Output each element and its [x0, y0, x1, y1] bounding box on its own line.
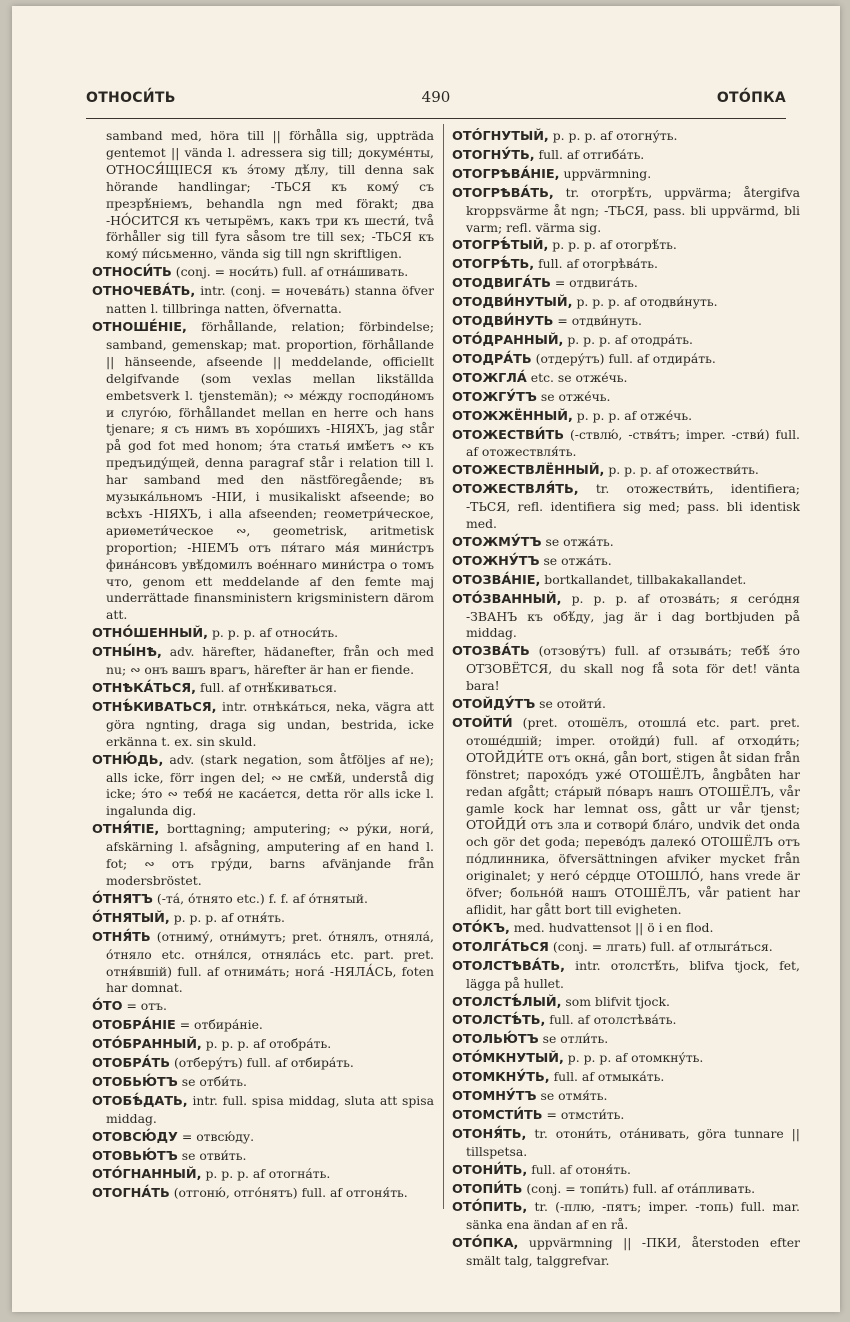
entry-definition: = отдви́нуть.: [557, 313, 642, 329]
entry-definition: (отберу́тъ) full. af отбира́ть.: [173, 1055, 354, 1071]
entry-definition: p. p. p. af отозва́ть; я сего́дня -ЗВАНЪ къ обѣ́ду, jag är i dag bortbjuden på middag.: [466, 590, 800, 641]
dictionary-entry: [92, 283, 434, 318]
dictionary-entry: [452, 370, 800, 388]
entry-headword: ОТОЖГУ́ТЪ: [452, 389, 537, 405]
entry-definition: adv. (stark negation, som åtföljes af не); alls icke, förr ingen del; ∾ не смѣ́й, understå dig icke; э́то ∾ тебя́ не каса́ется, detta rör alls icke l. ingalunda dig.: [106, 751, 434, 819]
dictionary-entry: [452, 591, 800, 643]
entry-headword: ОТОДВИГА́ТЬ: [452, 276, 551, 292]
entry-definition: (conj. = носи́ть) full. af отна́шивать.: [175, 264, 409, 280]
dictionary-entry: [452, 256, 800, 274]
entry-headword: ОТНЯ́ТЬ: [92, 929, 151, 945]
entry-headword: ОТОЖГЛА́: [452, 370, 527, 386]
dictionary-entry: [452, 147, 800, 165]
entry-definition: = отвсю́ду.: [181, 1128, 255, 1144]
entry-headword: ОТНЮ́ДЬ,: [92, 752, 164, 768]
dictionary-entry: [452, 237, 800, 255]
entry-definition: etc. se отже́чь.: [530, 369, 628, 385]
entry-definition: bortkallandet, tillbakakallandet.: [544, 571, 747, 587]
dictionary-entry: [92, 625, 434, 643]
entry-definition: se отойти́.: [539, 696, 606, 712]
entry-definition: (-та́, о́тнято etc.) f. f. af о́тнятый.: [156, 890, 368, 906]
dictionary-entry: [92, 699, 434, 751]
entry-definition: (отдеру́тъ) full. af отдира́ть.: [535, 350, 716, 366]
dictionary-entry: [452, 994, 800, 1012]
dictionary-entry: [92, 644, 434, 679]
entry-definition: p. p. p. af отодра́ть.: [567, 331, 693, 347]
entry-headword: ОТО́ДРАННЫЙ,: [452, 332, 564, 348]
entry-definition: intr. full. spisa middag, sluta att spisa middag.: [106, 1092, 434, 1126]
dictionary-entry: [452, 553, 800, 571]
column-divider: [443, 124, 444, 1209]
entry-definition: se отби́ть.: [181, 1073, 247, 1089]
entry-definition: med. hudvattensot || ö i en flod.: [513, 919, 714, 935]
dictionary-entry: [452, 534, 800, 552]
entry-headword: ОТНЫ́НѢ,: [92, 645, 162, 661]
entry-headword: ОТНО́ШЕННЫЙ,: [92, 626, 208, 642]
entry-definition: p. p. p. af отожестви́ть.: [608, 462, 759, 478]
entry-headword: ОТОЙДУ́ТЪ: [452, 697, 536, 713]
dictionary-entry: [452, 1162, 800, 1180]
entry-headword: ОТОВЬЮ́ТЪ: [92, 1148, 178, 1164]
entry-headword: ОТОДРА́ТЬ: [452, 351, 532, 367]
entry-headword: ОТОНЯ́ТЬ,: [452, 1126, 527, 1142]
entry-definition: uppvärmning || -ПКИ, återstoden efter smält talg, talggrefvar.: [466, 1235, 800, 1269]
entry-definition: p. p. p. af отже́чь.: [576, 407, 693, 423]
entry-definition: se отжа́ть.: [543, 552, 612, 568]
dictionary-entry: [92, 1093, 434, 1128]
header-rule: [86, 118, 786, 119]
running-head-left: ОТНОСИ́ТЬ: [86, 90, 176, 106]
dictionary-entry: [92, 891, 434, 909]
entry-definition: se отви́ть.: [181, 1147, 247, 1163]
entry-definition: p. p. p. af отомкну́ть.: [567, 1050, 704, 1066]
entry-definition: full. af отмыка́ть.: [553, 1069, 665, 1085]
dictionary-entry: [92, 821, 434, 890]
entry-definition: full. af отогрѣва́ть.: [538, 256, 658, 272]
entry-headword: ОТОДВИ́НУТЬ: [452, 314, 554, 330]
entry-headword: ОТОБЬЮ́ТЪ: [92, 1074, 178, 1090]
dictionary-page: [12, 6, 840, 1312]
entry-headword: ОТНОЧЕВА́ТЬ,: [92, 284, 196, 300]
entry-definition: p. p. p. af отня́ть.: [173, 909, 285, 925]
entry-headword: ОТОЖЕСТВЛЁННЫЙ,: [452, 463, 605, 479]
dictionary-entry: [452, 1031, 800, 1049]
entry-definition: = отбира́ніе.: [179, 1017, 263, 1033]
entry-headword: ОТОЗВА́НІЕ,: [452, 572, 541, 588]
entry-headword: ОТНЯ́ТІЕ,: [92, 822, 160, 838]
entry-headword: ОТОБРА́ТЬ: [92, 1056, 171, 1072]
entry-definition: (pret. отошёлъ, отошла́ etc. part. pret. отоше́дшій; imper. отойди́) full. af отходи́ть; ОТОЙДИ́ТЕ отъ окна́, gån bort, stigen åt sidan från fönstret; парохо́дъ уже́ ОТОШЁЛЪ, ångbåten har redan afgått; ста́рый по́варъ нашъ ОТОШЁЛЪ, vår gamle kock har lemnat oss, gått ur vår tjenst; ОТОЙДИ́ отъ зла и сотвори́ бла́го, undvik det onda och gör det goda; перево́дъ далеко́ ОТОШЁЛЪ отъ по́длинника, öfversättningen afviker mycket från originalet; у него́ се́рдце ОТОШЛО́, hans vrede är öfver; больно́й нашъ ОТОШЁЛЪ, vår patient har aflidit, har gått bort till evigheten.: [466, 715, 800, 917]
dictionary-entry: [452, 185, 800, 237]
page-number: 490: [421, 88, 451, 106]
dictionary-entry: [452, 351, 800, 369]
dictionary-entry: [452, 1181, 800, 1199]
dictionary-entry: [92, 1129, 434, 1147]
entry-headword: ОТОЛЬЮ́ТЪ: [452, 1032, 539, 1048]
dictionary-entry: [452, 1126, 800, 1161]
entry-headword: ОТОГРѢВА́НІЕ,: [452, 166, 560, 182]
entry-headword: ОТОГРѢ́ТЫЙ,: [452, 238, 549, 254]
entry-headword: ОТНѢ́КИВАТЬСЯ,: [92, 699, 217, 715]
entry-definition: adv. härefter, hädanefter, från och med nu; ∾ онъ вашъ врагъ, härefter är han er fiende.: [106, 644, 434, 678]
dictionary-entry: [452, 313, 800, 331]
dictionary-entry: [452, 572, 800, 590]
entry-definition: p. p. p. af отогна́ть.: [205, 1166, 331, 1182]
dictionary-entry: [452, 958, 800, 993]
entry-headword: ОТО́ПИТЬ,: [452, 1200, 528, 1216]
dictionary-entry: [452, 920, 800, 938]
entry-definition: = отъ.: [126, 998, 167, 1014]
dictionary-entry: [452, 1012, 800, 1030]
dictionary-entry: [92, 1185, 434, 1203]
entry-headword: ОТОГНУ́ТЬ,: [452, 147, 535, 163]
entry-headword: ОТО́ЗВАННЫЙ,: [452, 591, 562, 607]
dictionary-entry: [92, 128, 434, 263]
entry-definition: som blifvit tjock.: [565, 993, 670, 1009]
entry-definition: se отжа́ть.: [545, 533, 614, 549]
dictionary-entry: [92, 910, 434, 928]
entry-headword: ОТОБРА́НІЕ: [92, 1018, 176, 1034]
entry-definition: tr. отогрѣ́ть, uppvärma; återgifva kroppsvärme åt ngn; -ТЬСЯ, pass. bli uppvärmd, bli varm; refl. värma sig.: [466, 184, 800, 235]
entry-headword: ОТОЖЕСТВИ́ТЬ: [452, 427, 564, 443]
entry-headword: ОТОЖМУ́ТЪ: [452, 534, 542, 550]
dictionary-entry: [452, 715, 800, 919]
entry-headword: ОТНѢКА́ТЬСЯ,: [92, 681, 197, 696]
entry-definition: (отзову́тъ) full. af отзыва́ть; тебѣ́ э́то ОТЗОВЁТСЯ, du skall nog få sota för det! vänta bara!: [466, 643, 800, 694]
running-head-right: ОТО́ПКА: [716, 90, 786, 106]
entry-headword: ОТО́КЪ,: [452, 920, 510, 936]
entry-definition: se отже́чь.: [540, 388, 611, 404]
entry-definition: full. af отоня́ть.: [531, 1161, 631, 1177]
entry-definition: tr. отожестви́ть, identifiera; -ТЬСЯ, refl. identifiera sig med; pass. bli identisk med.: [466, 481, 800, 532]
entry-headword: ОТОЛСТѢВА́ТЬ,: [452, 958, 565, 974]
dictionary-entry: [92, 264, 434, 282]
entry-headword: ОТО́МКНУТЫЙ,: [452, 1051, 564, 1067]
entry-definition: (отниму́, отни́мутъ; pret. о́тнялъ, отняла́, о́тняло etc. отня́лся, отняла́сь etc. part. pret. отня́вшій) full. af отнима́ть; нога́ -НЯЛА́СЬ, foten har domnat.: [106, 928, 434, 996]
entry-headword: ОТО́ГНАННЫЙ,: [92, 1167, 202, 1183]
dictionary-entry: [92, 1148, 434, 1166]
entry-definition: intr. (conj. = ночева́ть) stanna öfver natten l. tillbringa natten, öfvernatta.: [106, 283, 434, 317]
entry-headword: ОТОЖНУ́ТЪ: [452, 553, 540, 569]
right-column: [452, 128, 800, 1271]
entry-definition: full. af отгиба́ть.: [538, 146, 645, 162]
entry-definition: p. p. p. af отогрѣ́ть.: [552, 237, 677, 253]
dictionary-entry: [92, 680, 434, 698]
dictionary-entry: [92, 1017, 434, 1035]
entry-headword: ОТОГРѢВА́ТЬ,: [452, 185, 554, 201]
dictionary-entry: [452, 1199, 800, 1234]
entry-definition: (-ствлю́, -ствя́тъ; imper. -стви́) full. af отожествля́ть.: [466, 426, 800, 460]
entry-headword: ОТО́ПКА,: [452, 1236, 519, 1252]
entry-definition: p. p. p. af отобра́ть.: [205, 1036, 332, 1052]
entry-definition: = отдвига́ть.: [554, 275, 638, 291]
dictionary-entry: [92, 319, 434, 624]
entry-definition: borttagning; amputering; ∾ ру́ки, ноги́, afskärning l. afsågning, amputering af en hand l. fot; ∾ отъ гру́ди, barns afvänjande från modersbröstet.: [106, 821, 434, 888]
entry-definition: = отмсти́ть.: [546, 1106, 625, 1122]
dictionary-entry: [452, 166, 800, 184]
dictionary-entry: [452, 1069, 800, 1087]
page-header: [86, 82, 786, 116]
entry-definition: full. af отнѣ́киваться.: [199, 680, 337, 695]
dictionary-entry: [92, 1166, 434, 1184]
dictionary-entry: [452, 128, 800, 146]
entry-headword: ОТОГНА́ТЬ: [92, 1186, 170, 1202]
dictionary-entry: [92, 1055, 434, 1073]
entry-definition: p. p. p. af отодви́нуть.: [576, 294, 718, 310]
entry-headword: ОТОЖЖЁННЫЙ,: [452, 408, 573, 424]
entry-definition: full. af отолстѣва́ть.: [549, 1012, 677, 1028]
entry-definition: intr. отнѣка́ться, neka, vägra att göra ngnting, draga sig undan, bestrida, icke erkänna t. ex. sin skuld.: [106, 698, 434, 749]
entry-headword: ОТОНИ́ТЬ,: [452, 1162, 528, 1178]
dictionary-entry: [452, 481, 800, 533]
entry-headword: ОТОБѢ́ДАТЬ,: [92, 1093, 188, 1109]
entry-headword: ОТОВСЮ́ДУ: [92, 1129, 178, 1145]
dictionary-entry: [92, 929, 434, 998]
entry-headword: ОТОГРѢ́ТЬ,: [452, 257, 535, 273]
dictionary-entry: [452, 462, 800, 480]
entry-headword: ОТОПИ́ТЬ: [452, 1181, 523, 1197]
entry-definition: se отмя́ть.: [540, 1088, 608, 1104]
entry-headword: ОТОЖЕСТВЛЯ́ТЬ,: [452, 482, 579, 498]
dictionary-entry: [452, 389, 800, 407]
entry-headword: ОТОЛГА́ТЬСЯ: [452, 939, 549, 955]
left-column: [92, 128, 434, 1204]
dictionary-entry: [452, 1107, 800, 1125]
dictionary-entry: [92, 752, 434, 821]
dictionary-entry: [452, 1088, 800, 1106]
dictionary-entry: [92, 1074, 434, 1092]
entry-definition: p. p. p. af отогну́ть.: [552, 128, 678, 143]
dictionary-entry: [452, 427, 800, 462]
entry-headword: ОТНОШЕ́НІЕ,: [92, 319, 187, 335]
entry-headword: ОТНОСИ́ТЬ: [92, 265, 172, 281]
dictionary-entry: [452, 332, 800, 350]
entry-headword: О́ТНЯТЫЙ,: [92, 910, 170, 926]
entry-headword: ОТО́ГНУТЫЙ,: [452, 129, 549, 144]
entry-definition: se отли́ть.: [542, 1031, 609, 1047]
dictionary-entry: [452, 294, 800, 312]
dictionary-entry: [92, 998, 434, 1016]
entry-definition: förhållande, relation; förbindelse; samband, gemenskap; mat. proportion, förhållande || hänseende, afseende || meddelande, officiellt delgifvande (som vexlas mellan likställda embetsverk l. tjenstemän); ∾ ме́жду господи́номъ и слугóю, förhållandet mellan en herre och hans tjenare; я съ нимъ въ хоро́шихъ -НІЯХЪ, jag står på god fot med honom; э́та статья́ имѣ́етъ ∾ къ предъиду́щей, denna paragraf står i relation till l. har samband med den nästföregående; въ музыка́льномъ -НІИ, i musikaliskt afseende; во всѣхъ -НІЯХЪ, i alla afseenden; геометри́ческое, ариѳмети́ческое ∾, geometrisk, aritmetisk proportion; -НІЕМЪ отъ пя́таго ма́я мини́стръ фина́нсовъ увѣ́домилъ вое́ннаго мини́стра о томъ что, genom ett meddelande af den femte maj underrättade finansministern krigsministern därom att.: [106, 318, 434, 623]
dictionary-entry: [452, 1050, 800, 1068]
dictionary-entry: [452, 696, 800, 714]
entry-definition: intr. отолстѣ́ть, blifva tjock, fet, lägga på hullet.: [466, 957, 800, 991]
entry-headword: ОТОМНУ́ТЪ: [452, 1089, 537, 1105]
entry-headword: ОТОМСТИ́ТЬ: [452, 1107, 543, 1123]
entry-definition: (отгоню́, отго́нятъ) full. af отгоня́ть.: [173, 1185, 408, 1201]
entry-headword: ОТО́БРАННЫЙ,: [92, 1037, 202, 1053]
entry-headword: ОТОЙТИ́: [452, 716, 513, 731]
entry-headword: ОТОЛСТѢ́ЛЫЙ,: [452, 994, 562, 1010]
entry-definition: tr. отони́ть, ота́нивать, göra tunnare || tillspetsa.: [466, 1125, 800, 1159]
dictionary-entry: [452, 643, 800, 695]
dictionary-entry: [452, 1235, 800, 1270]
dictionary-entry: [92, 1036, 434, 1054]
entry-headword: ОТОДВИ́НУТЫЙ,: [452, 295, 573, 311]
dictionary-entry: [452, 939, 800, 957]
entry-definition: tr. (-плю, -пятъ; imper. -топь) full. mar. sänka ena ändan af en rå.: [466, 1199, 800, 1233]
entry-definition: (conj. = топи́ть) full. af ота́пливать.: [526, 1180, 756, 1196]
entry-headword: ОТОМКНУ́ТЬ,: [452, 1070, 550, 1086]
entry-headword: О́ТНЯТЪ: [92, 891, 153, 907]
entry-definition: p. p. p. af относи́ть.: [211, 625, 339, 641]
entry-definition: samband med, höra till || förhålla sig, uppträda gentemot || vända l. adressera sig till; докуме́нты, ОТНОСЯ́ЩІЕСЯ къ э́тому дѣ́лу, till denna sak hörande handlingar; -ТЬСЯ къ кому́ съ презрѣ́ніемъ, behandla ngn med förakt; два -НО́СИТСЯ къ четырёмъ, какъ три къ шести́, två förhåller sig till fyra såsom tre till sex; -ТЬСЯ къ кому́ пи́сьменно, vända sig till ngn skriftligen.: [106, 128, 434, 262]
entry-definition: uppvärmning.: [563, 165, 652, 181]
entry-headword: О́ТО: [92, 999, 123, 1015]
entry-definition: (conj. = лгать) full. af отлыга́ться.: [552, 938, 773, 954]
dictionary-entry: [452, 408, 800, 426]
entry-headword: ОТОЛСТѢ́ТЬ,: [452, 1013, 546, 1029]
dictionary-entry: [452, 275, 800, 293]
entry-headword: ОТОЗВА́ТЬ: [452, 644, 530, 660]
